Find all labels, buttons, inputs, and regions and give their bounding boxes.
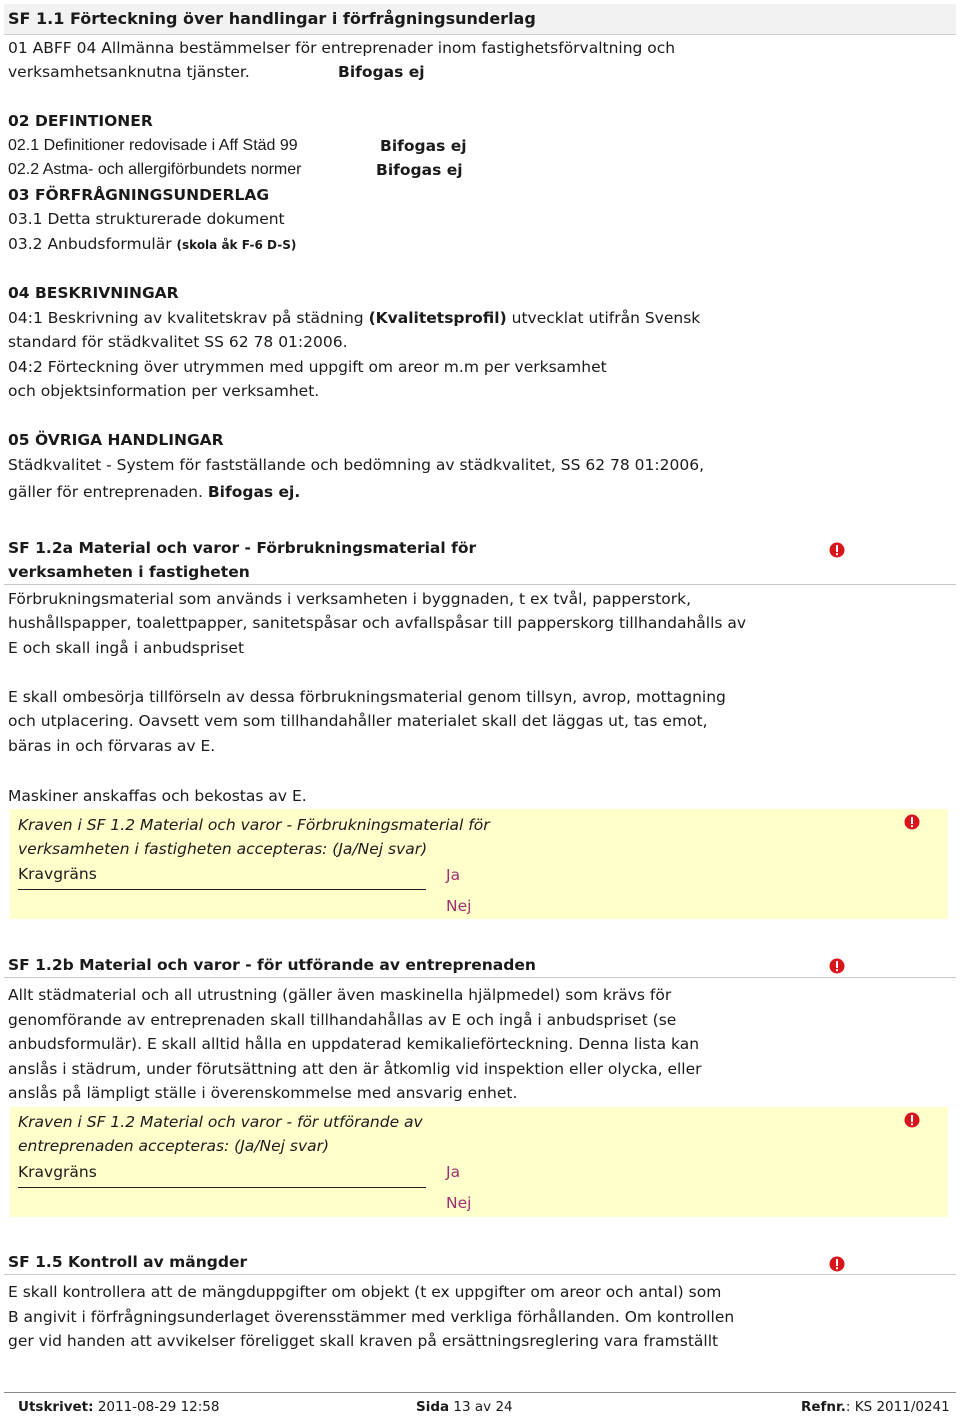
footer-value: 13 av 24: [449, 1399, 513, 1415]
divider: [4, 1274, 956, 1275]
text-line: E skall ombesörja tillförseln av dessa förbrukningsmaterial genom tillsyn, avrop, mottagning: [8, 688, 726, 706]
footer-value: 2011-08-29 12:58: [93, 1399, 220, 1415]
section-header-sf11: SF 1.1 Förteckning över handlingar i förfrågningsunderlag: [4, 4, 956, 35]
answer-yes[interactable]: Ja: [446, 866, 461, 884]
text-line: Förbrukningsmaterial som används i verksamheten i byggnaden, t ex tvål, papperstork,: [8, 590, 692, 608]
section-title-sf12b: SF 1.2b Material och varor - för utförande av entreprenaden: [8, 956, 536, 974]
text-line: 01 ABFF 04 Allmänna bestämmelser för entreprenader inom fastighetsförvaltning och: [8, 39, 676, 57]
requirement-text: Kraven i SF 1.2 Material och varor - för utförande av: [18, 1113, 423, 1131]
answer-no[interactable]: Nej: [446, 897, 472, 915]
requirement-text: verksamheten i fastigheten accepteras: (Ja/Nej svar): [18, 840, 428, 858]
answer-no[interactable]: Nej: [446, 1194, 472, 1212]
text-line: bäras in och förvaras av E.: [8, 737, 216, 755]
alert-icon: [829, 542, 845, 558]
text-line: E och skall ingå i anbudspriset: [8, 639, 245, 657]
text-bold: (Kvalitetsprofil): [368, 309, 507, 327]
text-line: Städkvalitet - System för fastställande och bedömning av städkvalitet, SS 62 78 01:2006,: [8, 456, 705, 474]
text-line: ger vid handen att avvikelser föreligget skall kraven på ersättningsreglering vara framställt: [8, 1332, 719, 1350]
divider: [4, 584, 956, 585]
text-line: 03.1 Detta strukturerade dokument: [8, 210, 285, 228]
text-line: 02.2 Astma- och allergiförbundets normer: [8, 161, 302, 178]
footer-divider: [4, 1392, 956, 1393]
text-span: gäller för entreprenaden.: [8, 483, 203, 501]
footer-label: Utskrivet:: [18, 1399, 94, 1415]
kravgrans-label: Kravgräns: [18, 865, 97, 883]
requirement-text: Kraven i SF 1.2 Material och varor - Förbrukningsmaterial för: [18, 816, 490, 834]
text-line: E skall kontrollera att de mängduppgifter om objekt (t ex uppgifter om areor och antal) som: [8, 1283, 722, 1301]
text-line: anslås på lämpligt ställe i överenskommelse med ansvarig enhet.: [8, 1084, 518, 1102]
text-line: genomförande av entreprenaden skall tillhandahållas av E och ingå i anbudspriset (se: [8, 1011, 677, 1029]
text-span: 03.2 Anbudsformulär: [8, 235, 172, 253]
divider: [4, 977, 956, 978]
footer-label: Refnr.: [801, 1399, 846, 1415]
text-span: utvecklat utifrån Svensk: [506, 309, 701, 327]
footer-label: Sida: [416, 1399, 450, 1415]
text-line: anbudsformulär). E skall alltid hålla en uppdaterad kemikalieförteckning. Denna lista kan: [8, 1035, 700, 1053]
bifogas-ej-label: Bifogas ej: [376, 161, 463, 179]
footer-printed: [18, 1399, 219, 1415]
section-title-sf12a-cont: verksamheten i fastigheten: [8, 563, 250, 581]
answer-line: [18, 889, 426, 890]
text-line: Allt städmaterial och all utrustning (gäller även maskinella hjälpmedel) som krävs för: [8, 986, 672, 1004]
text-line: och utplacering. Oavsett vem som tillhandahåller materialet skall det läggas ut, tas emot,: [8, 712, 708, 730]
alert-icon: [829, 958, 845, 974]
section-title-sf12a: SF 1.2a Material och varor - Förbrukningsmaterial för: [8, 539, 477, 557]
requirement-text: entreprenaden accepteras: (Ja/Nej svar): [18, 1137, 330, 1155]
heading-04: 04 BESKRIVNINGAR: [8, 284, 179, 302]
text-line: [8, 307, 700, 329]
text-bold: Bifogas ej.: [207, 483, 301, 501]
heading-05: 05 ÖVRIGA HANDLINGAR: [8, 431, 224, 449]
text-line: B angivit i förfrågningsunderlaget överensstämmer med verkliga förhållanden. Om kontrollen: [8, 1308, 735, 1326]
text-line: hushållspapper, toalettpapper, sanitetspåsar och avfallspåsar till papperskorg tillhandahålls av: [8, 614, 747, 632]
footer-page: [416, 1399, 513, 1415]
section-title-sf15: SF 1.5 Kontroll av mängder: [8, 1253, 248, 1271]
text-line: 04:2 Förteckning över utrymmen med uppgift om areor m.m per verksamhet: [8, 358, 607, 376]
text-line: verksamhetsanknutna tjänster.: [8, 63, 250, 81]
text-line: 02.1 Definitioner redovisade i Aff Städ 99: [8, 137, 298, 154]
small-note: (skola åk F-6 D-S): [176, 238, 297, 252]
text-line: [8, 481, 300, 503]
heading-02: 02 DEFINTIONER: [8, 112, 153, 130]
heading-03: 03 FÖRFRÅGNINGSUNDERLAG: [8, 186, 270, 204]
text-line: [8, 233, 296, 256]
text-span: 04:1 Beskrivning av kvalitetskrav på städning: [8, 309, 369, 327]
answer-line: [18, 1187, 426, 1188]
footer-ref: [801, 1399, 950, 1415]
bifogas-ej-label: Bifogas ej: [338, 63, 425, 81]
text-line: standard för städkvalitet SS 62 78 01:2006.: [8, 333, 348, 351]
text-line: Maskiner anskaffas och bekostas av E.: [8, 787, 307, 805]
requirement-box: [10, 1107, 948, 1217]
requirement-box: [10, 809, 948, 919]
answer-yes[interactable]: Ja: [446, 1163, 461, 1181]
footer-value: : KS 2011/0241: [845, 1399, 950, 1415]
bifogas-ej-label: Bifogas ej: [380, 137, 467, 155]
alert-icon: [829, 1256, 845, 1272]
kravgrans-label: Kravgräns: [18, 1163, 97, 1181]
alert-icon: [904, 814, 920, 830]
text-line: och objektsinformation per verksamhet.: [8, 382, 320, 400]
text-line: anslås i städrum, under förutsättning att den är åtkomlig vid inspektion eller olycka, eller: [8, 1060, 702, 1078]
alert-icon: [904, 1112, 920, 1128]
